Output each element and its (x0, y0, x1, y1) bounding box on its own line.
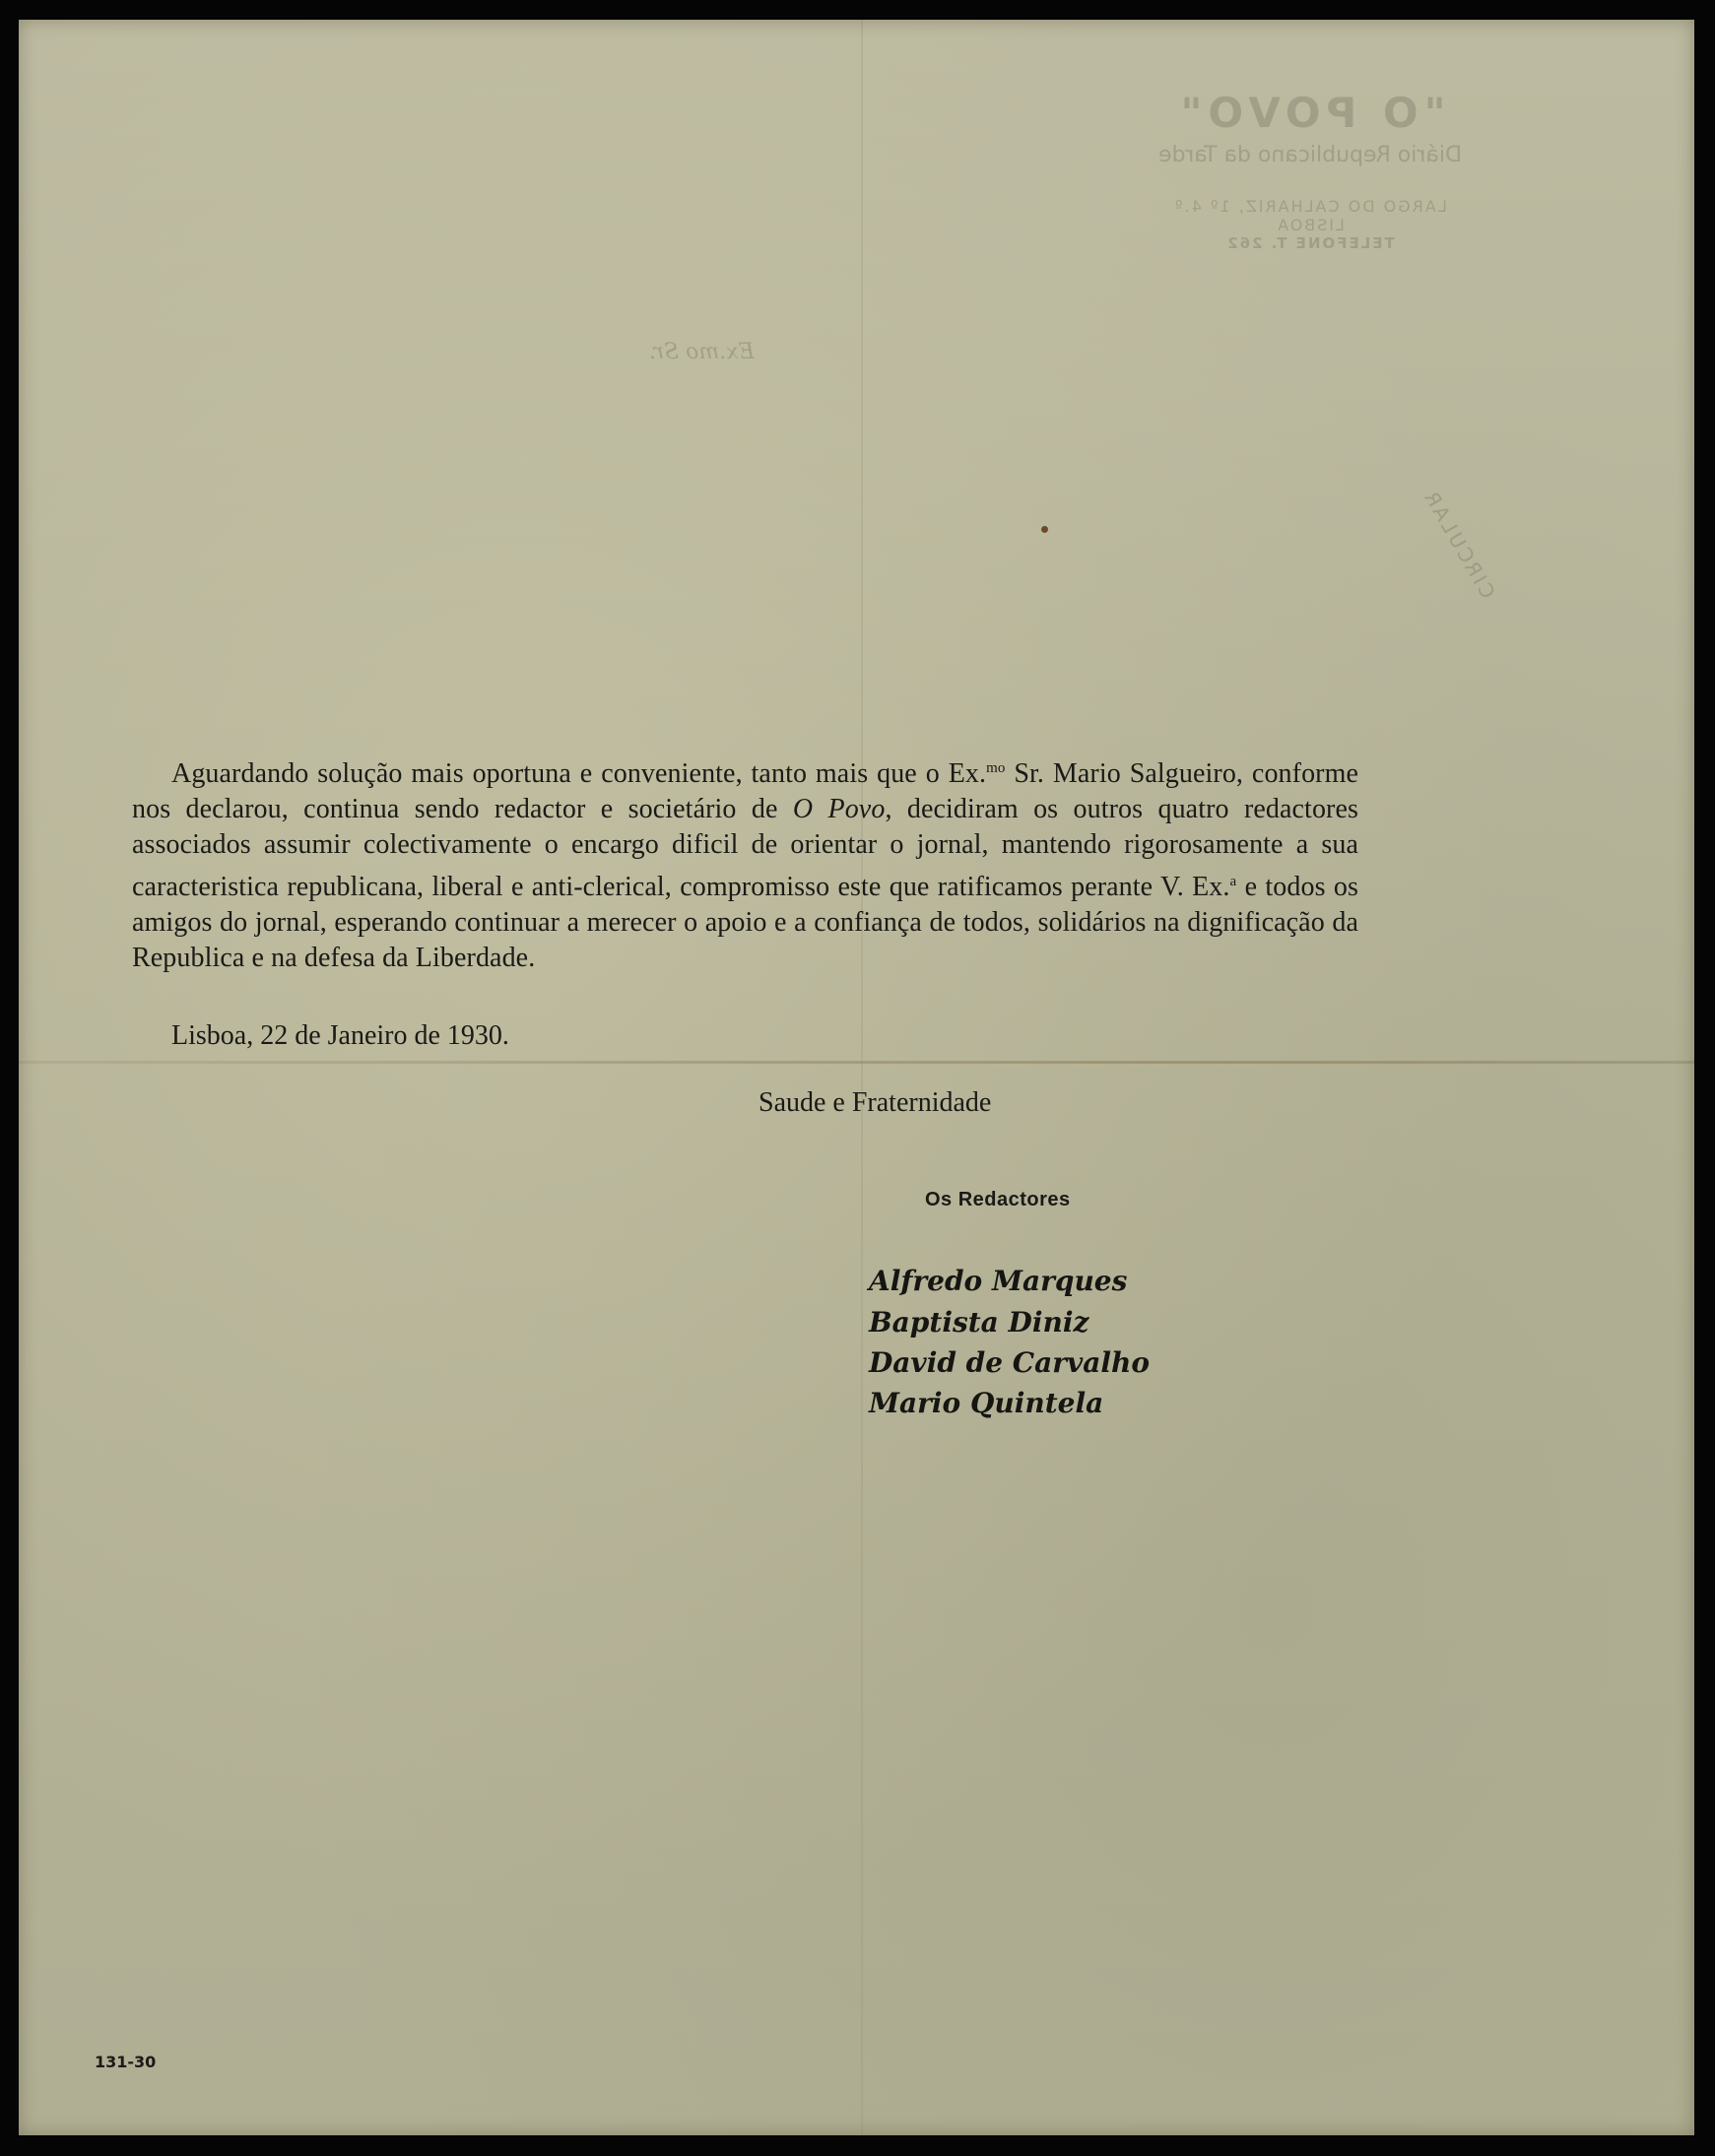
newspaper-name: O Povo (792, 794, 886, 825)
letterhead-address: LARGO DO CALHARIZ, 1º 4.º (1173, 197, 1448, 216)
signature-1: Alfredo Marques (869, 1265, 1128, 1297)
paper-edge-shadow (19, 20, 1694, 2135)
paragraph-part: , decidiram os outros quatro redactores associados assumir colectivamente o encargo dificil de orientar o jornal, mantendo rigorosamente a sua caracteristica republicana, liberal e anti-clerical, compromisso este que ratificamos perante V. Ex. (132, 794, 1358, 902)
closing-greeting: Saude e Fraternidade (759, 1087, 992, 1118)
place-date: Lisboa, 22 de Janeiro de 1930. (171, 1020, 509, 1051)
signature-4: Mario Quintela (869, 1387, 1104, 1419)
paper-fold-horizontal (19, 1061, 1694, 1064)
paper-fold-vertical (861, 20, 863, 2135)
letterhead-bleedthrough (1054, 89, 1566, 252)
paragraph-part: e todos os amigos do jornal, esperando continuar a merecer o apoio e a confiança de todos, solidários na dignificação da Republica e na defesa da Liberdade. (132, 871, 1358, 973)
paragraph-part: Aguardando solução mais oportuna e conveniente, tanto mais que o Ex. (171, 757, 987, 789)
circular-stamp: CIRCULAR (1418, 485, 1500, 603)
signature-3: David de Carvalho (869, 1346, 1151, 1379)
paragraph-part: Sr. Mario Salgueiro, conforme nos declarou, continua sendo redactor e societário de (132, 757, 1359, 825)
letter-sheet (19, 20, 1694, 2135)
salutation-bleedthrough: Ex.mo Sr. (649, 340, 755, 364)
ink-spot (1041, 526, 1048, 533)
letterhead-subtitle: Diário Republicano da Tarde (1158, 143, 1462, 167)
superscript-a: a (1229, 873, 1237, 889)
letterhead-phone: TELEFONE T. 262 (1225, 234, 1395, 252)
superscript-mo: mo (986, 760, 1006, 776)
signature-2: Baptista Diniz (869, 1306, 1089, 1339)
letterhead-name: "O POVO" (1174, 89, 1446, 137)
letter-paragraph (132, 751, 1358, 976)
signers-title: Os Redactores (925, 1189, 1071, 1210)
reference-number: 131-30 (95, 2053, 157, 2071)
letter-body (132, 751, 1358, 976)
letterhead-city: LISBOA (1276, 216, 1345, 234)
